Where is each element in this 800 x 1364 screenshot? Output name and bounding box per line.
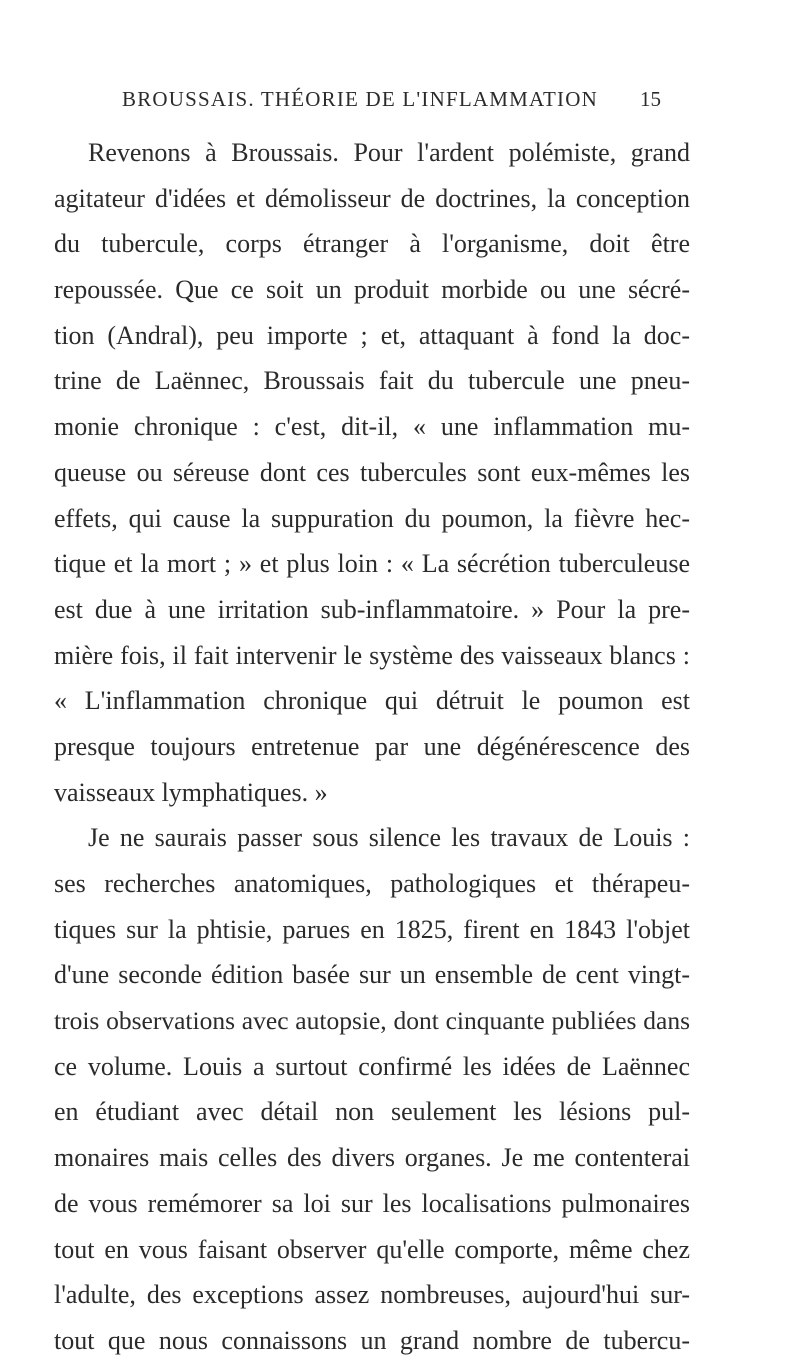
text-line: tion (Andral), peu importe ; et, attaquant à fond la doc- — [54, 320, 690, 350]
text-line: monaires mais celles des divers organes. Je me contenterai — [54, 1143, 690, 1173]
text-line: trine de Laënnec, Broussais fait du tubercule une pneu- — [54, 366, 690, 396]
text-line: de vous remémorer sa loi sur les localisations pulmonaires — [54, 1188, 690, 1218]
text-line: tique et la mort ; » et plus loin : « La sécrétion tuberculeuse — [54, 549, 690, 579]
text-line: trois observations avec autopsie, dont cinquante publiées dans — [54, 1006, 690, 1036]
text-line: Je ne saurais passer sous silence les travaux de Louis : — [88, 823, 690, 853]
text-line: « L'inflammation chronique qui détruit le poumon est — [54, 686, 690, 716]
text-line: tout que nous connaissons un grand nombre de tubercu- — [54, 1325, 690, 1355]
text-line: repoussée. Que ce soit un produit morbide ou une sécré- — [54, 275, 690, 305]
running-head — [122, 86, 672, 112]
text-line: effets, qui cause la suppuration du poumon, la fièvre hec- — [54, 503, 690, 533]
text-line: d'une seconde édition basée sur un ensemble de cent vingt- — [54, 960, 690, 990]
text-line: mière fois, il fait intervenir le système des vaisseaux blancs : — [54, 640, 690, 670]
text-line: vaisseaux lymphatiques. » — [54, 777, 328, 807]
text-line: ce volume. Louis a surtout confirmé les idées de Laënnec — [54, 1051, 690, 1081]
text-line: presque toujours entretenue par une dégénérescence des — [54, 731, 690, 761]
running-title: BROUSSAIS. THÉORIE DE L'INFLAMMATION — [122, 87, 598, 111]
page-number: 15 — [640, 87, 661, 111]
text-line: Revenons à Broussais. Pour l'ardent polémiste, grand — [88, 138, 690, 167]
text-line: queuse ou séreuse dont ces tubercules sont eux-mêmes les — [54, 457, 690, 487]
text-line: ses recherches anatomiques, pathologiques et thérapeu- — [54, 869, 690, 898]
body-text — [54, 130, 690, 1364]
text-line: l'adulte, des exceptions assez nombreuses, aujourd'hui sur- — [54, 1280, 690, 1310]
text-line: en étudiant avec détail non seulement les lésions pul- — [54, 1097, 690, 1127]
text-line: est due à une irritation sub-inflammatoire. » Pour la pre- — [54, 594, 690, 624]
text-line: tout en vous faisant observer qu'elle comporte, même chez — [54, 1234, 690, 1264]
text-line: agitateur d'idées et démolisseur de doctrines, la conception — [54, 183, 690, 213]
text-line: tiques sur la phtisie, parues en 1825, firent en 1843 l'objet — [54, 914, 690, 944]
text-line: du tubercule, corps étranger à l'organisme, doit être — [54, 229, 690, 259]
text-line: monie chronique : c'est, dit-il, « une inflammation mu- — [54, 412, 690, 442]
